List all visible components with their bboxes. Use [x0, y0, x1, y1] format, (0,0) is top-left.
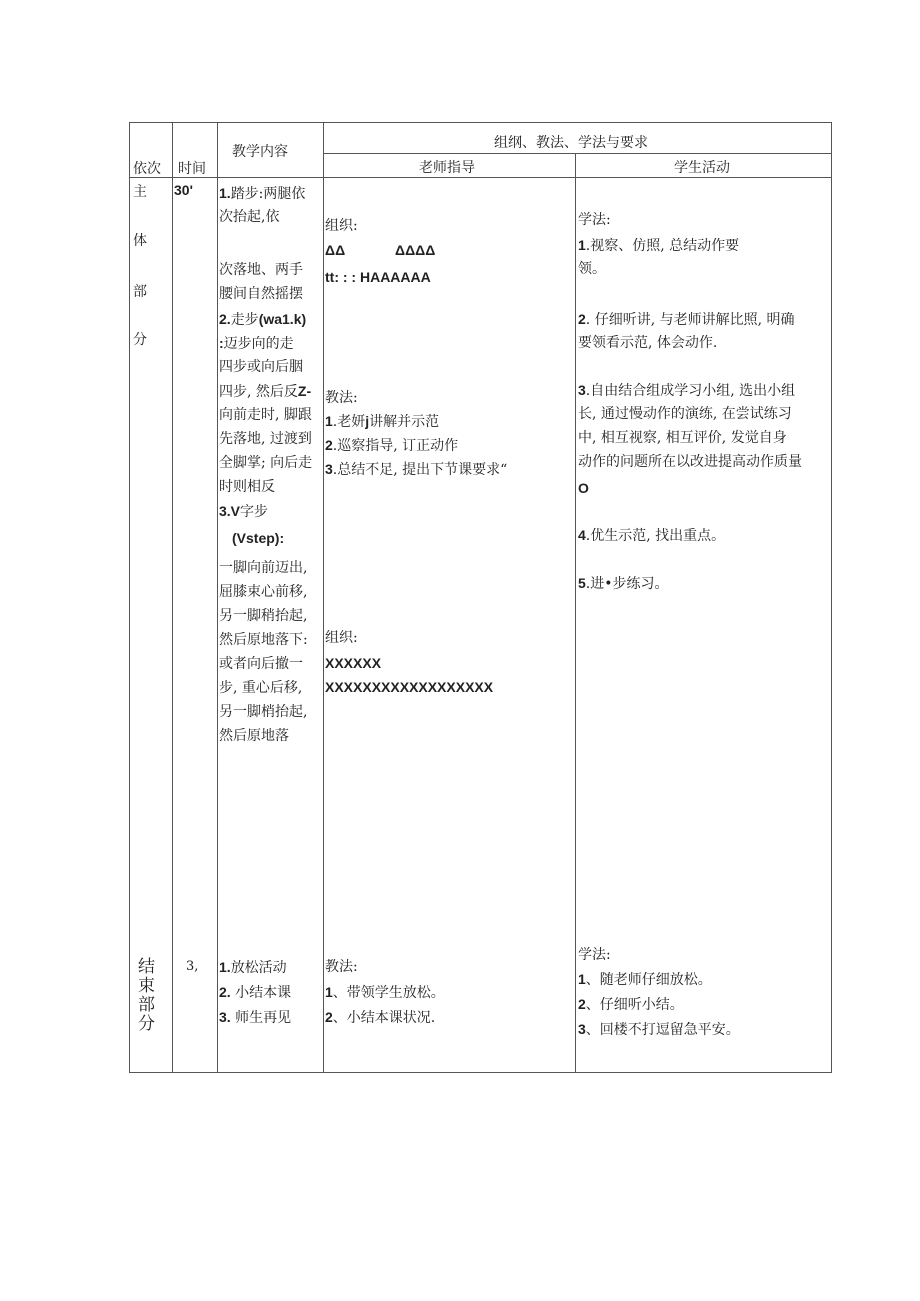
teacher-org2-label: 组织:	[325, 630, 358, 646]
end-content-3	[219, 1008, 291, 1027]
teacher-method-2	[325, 436, 458, 455]
content-line-text: 四步, 然后反	[219, 384, 298, 400]
content-line	[219, 478, 275, 496]
content-line-text: 另一脚梢抬起,	[219, 704, 308, 720]
teacher-org1-row2: tt: : : HAAAAAA	[325, 269, 431, 285]
content-line-text: 另一脚稍抬起,	[219, 608, 308, 624]
content-line-bold-tail: (wa1.k)	[258, 311, 307, 327]
content-line	[219, 454, 312, 472]
student-item-1-line-1: .视察、仿照, 总结动作要	[585, 238, 740, 254]
content-line-text: 时则相反	[219, 479, 275, 495]
content-line	[219, 310, 306, 329]
main-section-char-2: 体	[133, 233, 147, 249]
content-line-text: 先落地, 过渡到	[219, 431, 312, 447]
end-content-3-text: 师生再见	[230, 1010, 292, 1026]
end-teacher-item-2-num: 2	[325, 1009, 333, 1025]
table-border-left	[129, 122, 130, 1073]
end-content-2-text: 小结本课	[230, 985, 292, 1001]
teacher-method-3-num: 3	[325, 461, 333, 477]
table-border-right	[831, 122, 832, 1073]
end-section-time: 3,	[186, 959, 199, 974]
content-line	[219, 703, 307, 721]
teacher-method-2-num: 2	[325, 437, 333, 453]
content-line-text: 走步	[230, 312, 259, 328]
end-student-item-1-num: 1	[578, 971, 586, 987]
content-line	[219, 502, 268, 521]
student-item-3-line-3: 中, 相互视察, 相互评价, 发觉自身	[578, 430, 787, 446]
student-item-1-num: 1	[578, 237, 586, 253]
content-line-text: 迈步向的走	[223, 336, 294, 352]
teacher-method-3-text: .总结不足, 提出下节课要求“	[332, 462, 508, 478]
teacher-method-1-tail: 讲解并示范	[369, 414, 440, 430]
end-section-char-2: 束	[138, 976, 155, 996]
end-teacher-item-1-text: 、带领学生放松。	[332, 985, 445, 1001]
header-student: 学生活动	[674, 160, 730, 176]
main-section-char-4: 分	[133, 332, 147, 348]
header-org: 组纲、教法、学法与要求	[494, 135, 648, 151]
student-item-5-line-1: .进•步练习。	[585, 576, 669, 592]
content-line-num: (Vstep):	[232, 530, 285, 546]
content-line-text: 屈膝束心前移,	[219, 584, 308, 600]
content-line	[219, 607, 307, 625]
end-student-item-3-text: 、回楼不打逗留急平安。	[585, 1022, 740, 1038]
content-line	[219, 358, 303, 376]
content-line-text: 次落地、两手	[219, 262, 303, 278]
main-section-char-1: 主	[133, 184, 147, 200]
student-item-4-line-1: .优生示范, 找出重点。	[585, 528, 726, 544]
end-teacher-label: 教法:	[325, 959, 358, 975]
end-section-char-1: 结	[138, 957, 155, 977]
teacher-method-1-text: .老妍	[332, 414, 366, 430]
end-teacher-item-1	[325, 983, 445, 1002]
header-teacher: 老师指导	[419, 160, 475, 176]
content-line	[219, 406, 312, 424]
end-student-item-2	[578, 995, 684, 1014]
content-line-text: 全脚掌; 向后走	[219, 455, 313, 471]
content-line-num: :	[219, 335, 224, 351]
student-item-3-line-4: 动作的问题所在以改进提高动作质量	[578, 454, 802, 470]
content-line	[219, 679, 302, 697]
col-divider-1	[172, 122, 173, 1073]
content-line-text: 然后原地落	[219, 728, 289, 744]
end-section-char-4: 分	[138, 1014, 155, 1034]
content-line	[219, 184, 305, 203]
header-bottom-divider	[129, 177, 832, 178]
end-content-1-num: 1.	[219, 959, 231, 975]
content-line	[219, 382, 311, 401]
teacher-method-1-bold: j	[365, 413, 370, 429]
student-item-5-num: 5	[578, 575, 586, 591]
content-line	[219, 334, 294, 353]
content-line	[219, 285, 303, 303]
content-line	[232, 529, 284, 548]
content-line-num: 1.	[219, 185, 231, 201]
content-line-text: 四步或向后胭	[219, 359, 303, 375]
content-line-num: 2.	[219, 311, 231, 327]
content-line	[219, 631, 308, 649]
end-teacher-item-1-num: 1	[325, 984, 333, 1000]
end-teacher-item-2-text: 、小结本课状况.	[332, 1010, 436, 1026]
student-item-2-line-2: 要领看示范, 体会动作.	[578, 335, 718, 351]
content-line	[219, 208, 279, 226]
teacher-method-label: 教法:	[325, 390, 358, 406]
student-item-4-num: 4	[578, 527, 586, 543]
table-border-bottom	[129, 1072, 832, 1073]
main-section-time: 30'	[174, 182, 193, 198]
end-section-char-3: 部	[138, 995, 155, 1015]
teacher-method-1	[325, 412, 439, 431]
col-divider-4	[575, 153, 576, 1073]
content-line	[219, 559, 307, 577]
col-divider-3	[323, 122, 324, 1073]
content-line-text: 腰间自然摇摆	[219, 286, 303, 302]
content-line	[219, 655, 303, 673]
content-line-text: 踏步:两腿依	[230, 186, 306, 202]
end-content-1	[219, 958, 287, 977]
student-item-2-line-1: . 仔细听讲, 与老师讲解比照, 明确	[585, 312, 795, 328]
teacher-method-2-text: .巡察指导, 订正动作	[332, 438, 459, 454]
end-student-item-3-num: 3	[578, 1021, 586, 1037]
student-item-2-num: 2	[578, 311, 586, 327]
teacher-method-1-num: 1	[325, 413, 333, 429]
content-line-text: 向前走时, 脚跟	[219, 407, 312, 423]
student-item-3-line-2: 长, 通过慢动作的演练, 在尝试练习	[578, 406, 792, 422]
header-sub-divider	[323, 153, 832, 154]
teacher-org2-row2: XXXXXXXXXXXXXXXXXX	[325, 679, 494, 695]
teacher-org1-row1b: ΔΔΔΔ	[395, 242, 436, 258]
content-line-bold-tail: Z-	[297, 383, 312, 399]
header-content: 教学内容	[232, 144, 288, 160]
col-divider-2	[217, 122, 218, 1073]
teacher-org2-row1: XXXXXX	[325, 655, 382, 671]
content-line	[219, 430, 312, 448]
teacher-org1-row1a: ΔΔ	[325, 242, 346, 258]
student-item-1-line-2: 领。	[578, 261, 606, 277]
end-student-item-2-text: 、仔细听小结。	[585, 997, 684, 1013]
content-line	[219, 583, 307, 601]
content-line-text: 或者向后撤一	[219, 656, 303, 672]
student-label: 学法:	[578, 212, 611, 228]
header-seq: 依次	[133, 161, 161, 177]
content-line-num: 3.V	[219, 503, 241, 519]
student-item-3-tail: O	[578, 480, 589, 496]
end-student-item-2-num: 2	[578, 996, 586, 1012]
content-line-text: 步, 重心后移,	[219, 680, 303, 696]
end-content-1-text: 放松活动	[230, 960, 287, 976]
end-student-item-1-text: 、随老师仔细放松。	[585, 972, 712, 988]
table-border-top	[129, 122, 832, 123]
content-line-text: 次抬起,依	[219, 209, 280, 225]
main-section-char-3: 部	[133, 284, 147, 300]
end-content-2	[219, 983, 291, 1002]
end-student-item-1	[578, 970, 712, 989]
end-content-2-num: 2.	[219, 984, 231, 1000]
end-teacher-item-2	[325, 1008, 435, 1027]
teacher-org1-label: 组织:	[325, 218, 358, 234]
content-line-text: 字步	[240, 504, 269, 520]
end-student-item-3	[578, 1020, 740, 1039]
header-time: 时间	[178, 161, 206, 177]
content-line-text: 一脚向前迈出,	[219, 560, 308, 576]
student-item-3-line-1: .自由结合组成学习小组, 选出小组	[585, 383, 796, 399]
content-line	[219, 727, 289, 745]
content-line	[219, 261, 303, 279]
end-student-label: 学法:	[578, 947, 611, 963]
end-content-3-num: 3.	[219, 1009, 231, 1025]
student-item-3-num: 3	[578, 382, 586, 398]
content-line-text: 然后原地落下:	[219, 632, 308, 648]
teacher-method-3	[325, 460, 507, 479]
